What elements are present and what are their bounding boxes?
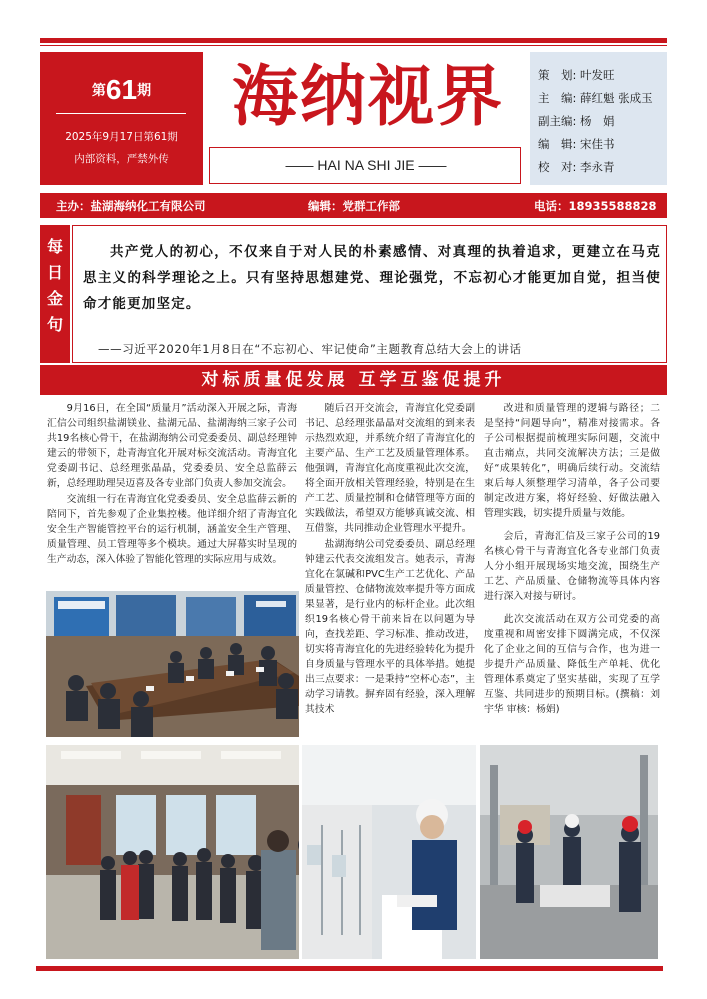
paragraph: 9月16日，在全国“质量月”活动深入开展之际，青海汇信公司组织盐湖镁业、盐湖元品、盐湖海纳三家子公司共19名核心骨干，在盐湖海纳公司党委委员、副总经理钟建云的带领下，赴青海宜化开展对标交流活动。青海宜化党委副书记、总经理张晶晶，党委委员、安全总监薛云新，总经理助理吴迈喜及各专业部门负责人参加交流会。: [47, 403, 297, 489]
article-column-3: [484, 401, 660, 718]
top-rule-thin: [40, 45, 667, 46]
quote-tag-char: 金: [46, 289, 63, 308]
meeting-photo: [46, 591, 299, 737]
masthead-subtitle: —— HAI NA SHI JIE ——: [285, 157, 447, 173]
plant-site-photo: [480, 745, 658, 959]
quote-tag-char: 句: [46, 315, 63, 334]
issue-note: 内部资料，严禁外传: [74, 153, 169, 165]
info-bar: [40, 193, 667, 218]
paragraph: 改进和质量管理的逻辑与路径；二是坚持“问题导向”，精准对接需求。各子公司根据提前梳理实际问题，交流中直击痛点，共同交流解决方法；三是做好“成果转化”，明确后续行动。交流结束后每人须整理学习清单，各子公司要制定改进方案，将好经验、好做法融入管理实践，切实提升质量与效能。: [484, 403, 660, 519]
lab-photo: [302, 745, 476, 959]
issue-prefix: 第: [91, 83, 106, 99]
paragraph: 盐湖海纳公司党委委员、副总经理钟建云代表交流组发言。她表示，青海宜化在氯碱和PVC生产工艺优化、产品质量管控、仓储物流效率提升等方面成果显著，是行业内的标杆企业。此次组织19名核心骨干前来旨在以问题为导向，查找差距、学习标准、推动改进，切实将青海宜化的先进经验转化为提升自身质量与管理水平的具体举措。她提出三点要求：一是秉持“空杯心态”，主动学习请教。摒弃固有经验，深入理解其技术: [305, 539, 475, 715]
masthead: [209, 52, 527, 185]
issue-suffix: 期: [137, 83, 152, 99]
issue-number: 61: [105, 74, 138, 105]
credit-editor: 编 辑: 宋佳书: [538, 137, 615, 151]
article-headline: 对标质量促发展 互学互鉴促提升: [40, 365, 667, 395]
daily-quote-box: [72, 225, 667, 363]
masthead-subtitle-box: [209, 147, 521, 184]
article-column-2: [305, 401, 475, 718]
credit-proofreader: 校 对: 李永青: [538, 160, 615, 174]
credit-chief-editor: 主 编: 薛红魁 张成玉: [538, 91, 653, 105]
editor-dept-text: 编辑：党群工作部: [308, 199, 400, 213]
paragraph: 随后召开交流会，青海宜化党委副书记、总经理张晶晶对交流组的到来表示热烈欢迎，并系统介绍了青海宜化的主要产品、生产工艺及质量管理体系。他强调，青海宜化高度重视此次交流，将全面开放相关管理经验，特别是在生产工艺、质量控制和仓储管理等方面的实践做法，希望双方能够真诚交流、相互借鉴，共同推动企业管理水平提升。: [305, 403, 475, 534]
quote-source: ——习近平2020年1月8日在“不忘初心、牢记使命”主题教育总结大会上的讲话: [98, 342, 522, 356]
issue-box: [40, 52, 203, 185]
bottom-rule: [36, 966, 663, 971]
group-tour-photo: [46, 745, 299, 959]
credits-panel: [530, 52, 667, 185]
issue-date: 2025年9月17日第61期: [65, 131, 178, 143]
phone-text: 电话：18935588828: [534, 199, 657, 213]
issue-number-label: [40, 74, 203, 106]
article-column-1: [47, 401, 297, 568]
paragraph: 会后，青海汇信及三家子公司的19名核心骨干与青海宜化各专业部门负责人分小组开展现场实地交流，围绕生产工艺、产品质量、仓储物流等具体内容进行深入对接与研讨。: [484, 531, 660, 602]
top-rule: [40, 38, 667, 43]
issue-divider: [56, 113, 186, 114]
sponsor-text: 主办：盐湖海纳化工有限公司: [56, 199, 206, 213]
quote-tag-char: 日: [46, 263, 63, 282]
quote-tag-char: 每: [46, 237, 63, 256]
daily-quote-tag: [40, 225, 70, 363]
credit-planner: 策 划: 叶发旺: [538, 68, 615, 82]
quote-text: 共产党人的初心，不仅来自于对人民的朴素感情、对真理的执着追求，更建立在马克思主义的科学理论之上。只有坚持思想建党、理论强党，不忘初心才能更加自觉，担当使命才能更加坚定。: [83, 244, 661, 312]
newspaper-title: 海纳视界: [232, 58, 504, 135]
paragraph: 此次交流活动在双方公司党委的高度重视和周密安排下圆满完成，不仅深化了企业之间的互信与合作，也为进一步提升产品质量、降低生产单耗、优化管理体系奠定了坚实基础，实现了互学互鉴、共同进步的预期目标。(撰稿：刘宇华 审核：杨娟): [484, 614, 660, 715]
credit-deputy-editor: 副主编: 杨 娟: [538, 114, 615, 128]
paragraph: 交流组一行在青海宜化党委委员、安全总监薛云新的陪同下，首先参观了企业集控楼。他详细介绍了青海宜化安全生产智能管控平台的运行机制，涵盖安全生产管理、质量管理、员工管理等多个模块。通过大屏幕实时呈现的生产动态，深入体验了智能化管理的实际应用与成效。: [47, 494, 297, 565]
